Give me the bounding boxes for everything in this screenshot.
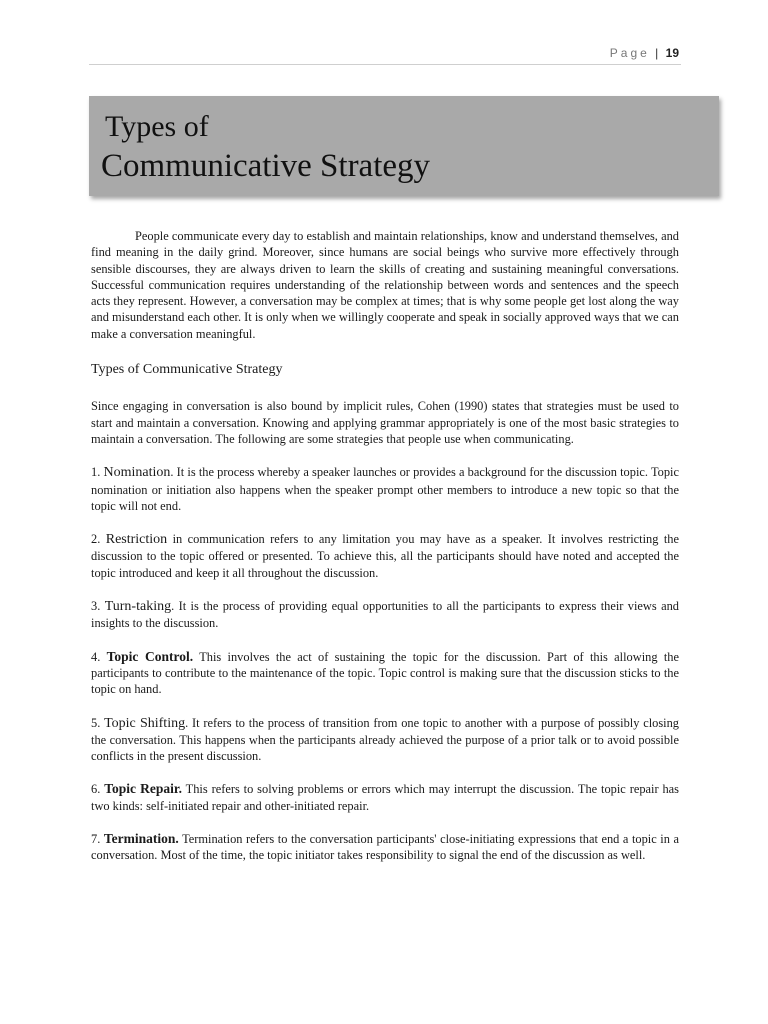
strategy-text: . It is the process whereby a speaker launches or provides a background for the discussion topic. Topic nomination or initiation also happens when the speaker prompt other members to introduce a new topic so that the topic will not end. [91,465,679,513]
strategy-item-turn-taking [91,598,679,632]
strategy-term: Restriction [105,532,168,548]
strategy-item-topic-repair [91,781,679,814]
strategy-term: Topic Repair. [104,781,182,797]
strategy-item-nomination [91,464,679,514]
page-separator: | [655,46,659,60]
page-label: Page [609,46,650,60]
strategy-number: 4. [91,649,101,664]
title-line-1: Types of [105,110,209,143]
strategy-number: 5. [91,715,101,730]
page-number-value: 19 [665,46,679,60]
title-line-2: Communicative Strategy [101,148,431,184]
title-banner [89,96,719,196]
strategy-text: . It is the process of providing equal opportunities to all the participants to express their views and insights to the discussion. [91,599,679,631]
document-body [91,228,679,881]
strategy-item-topic-control [91,649,679,698]
strategy-text: This involves the act of sustaining the topic for the discussion. Part of this allowing the participants to contribute to the maintenance of the topic. Topic control is making sure that the discussion sticks to the topic on hand. [91,649,679,697]
section-heading: Types of Communicative Strategy [91,362,283,378]
strategy-term: Topic Shifting [104,715,186,731]
strategy-text: This refers to solving problems or errors which may interrupt the discussion. The topic repair has two kinds: self-initiated repair and other-initiated repair. [91,782,679,813]
strategy-term: Termination. [103,831,179,847]
strategy-term: Nomination [103,465,171,481]
strategy-number: 3. [91,599,101,614]
strategy-number: 2. [91,532,101,547]
strategy-item-restriction [91,531,679,581]
strategy-number: 6. [91,782,101,797]
strategy-item-topic-shifting [91,715,679,765]
strategy-text: . It refers to the process of transition from one topic to another with a purpose of possibly closing the conversation. This happens when the participants already achieved the purpose of a prior talk or to avoid possible conflicts in the present discussion. [91,715,679,764]
intro-paragraph: People communicate every day to establish and maintain relationships, know and understand themselves, and find meaning in the daily grind. Moreover, since humans are social beings who survive more effectively through sensible discourses, they are always driven to learn the skills of creating and sustaining meaningful conversations. Successful communication requires understanding of the relationship between words and sentences and the speech acts they represent. However, a conversation may be complex at times; that is why some people get lost along the way and misunderstand each other. It is only when we willingly cooperate and speak in socially approved ways that we can make a conversation meaningful. [91,229,679,341]
strategy-text: in communication refers to any limitation you may have as a speaker. It involves restricting the discussion to the topic offered or presented. To achieve this, all the participants should have noted and accepted the topic introduced and keep it all throughout the discussion. [91,532,679,580]
strategy-number: 1. [91,465,101,480]
page-number [610,46,679,60]
strategy-term: Topic Control. [106,648,194,664]
page-header [89,44,681,65]
strategy-term: Turn-taking [104,599,172,615]
strategy-item-termination [91,831,679,864]
strategy-number: 7. [91,832,101,847]
strategy-text: Termination refers to the conversation participants' close-initiating expressions that end a topic in a conversation. Most of the time, the topic initiator takes responsibility to signal the end of the discussion as well. [91,832,679,863]
section-intro-paragraph: Since engaging in conversation is also bound by implicit rules, Cohen (1990) states that strategies must be used to start and maintain a conversation. Knowing and applying grammar appropriately is one of the most basic strategies to maintain a conversation. The following are some strategies that people use when communicating. [91,399,679,446]
